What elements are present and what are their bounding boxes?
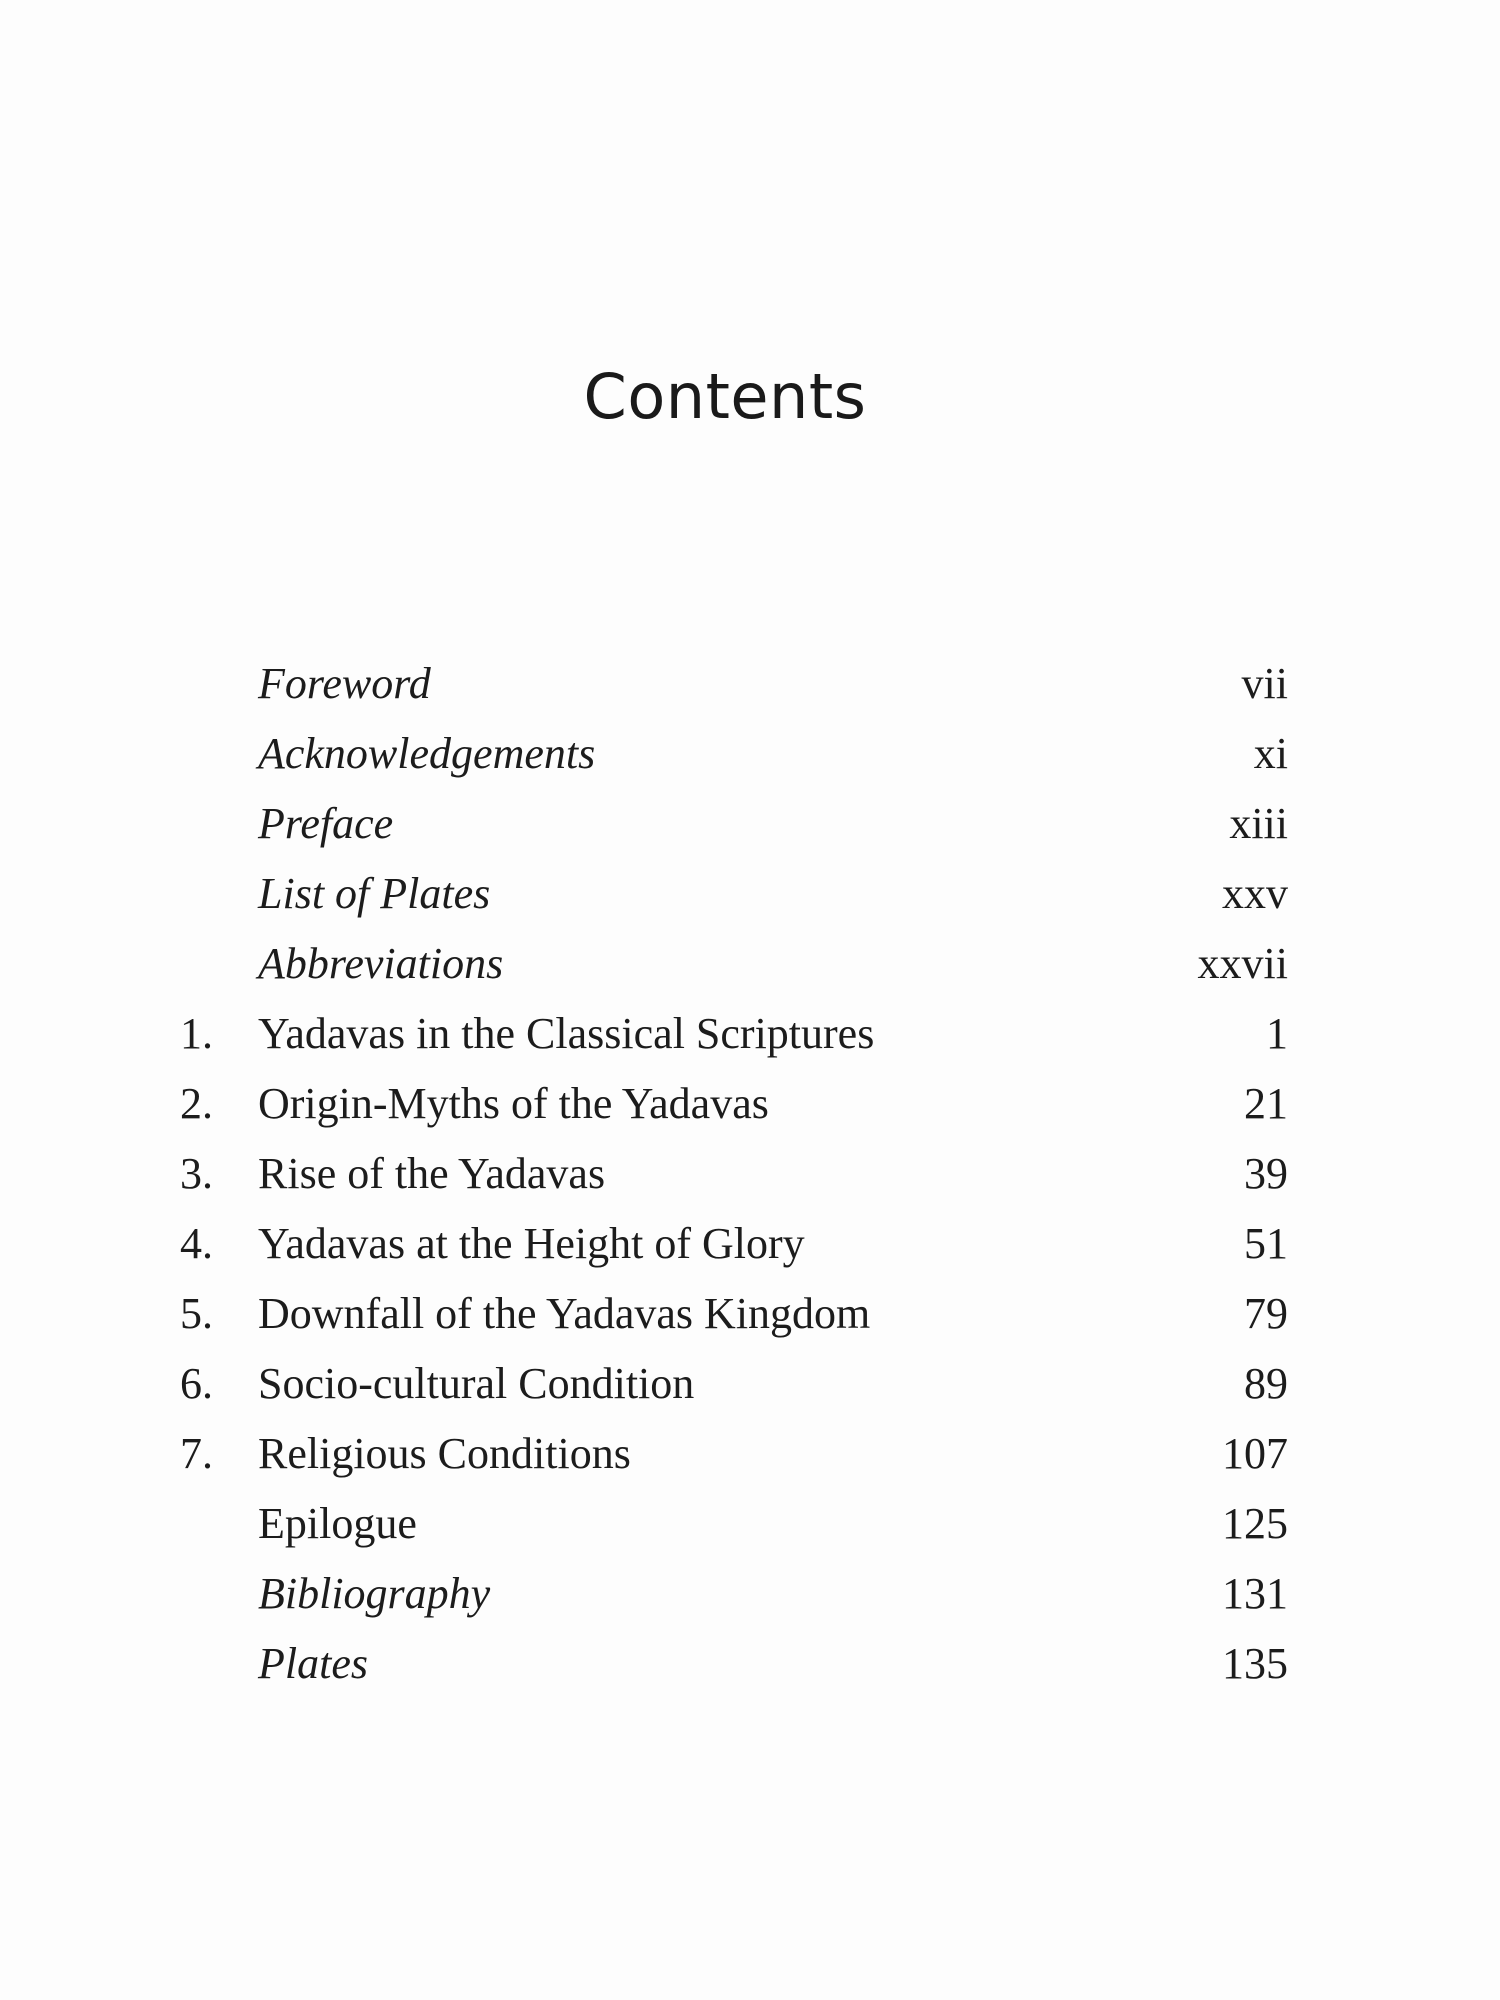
- entry-title: Yadavas in the Classical Scriptures: [258, 1009, 875, 1058]
- page-number: 1: [1266, 1009, 1288, 1058]
- entry-title: Abbreviations: [258, 939, 504, 988]
- entry-title: Religious Conditions: [258, 1429, 631, 1478]
- toc-entry: [0, 930, 1500, 1000]
- page-title: Contents: [583, 360, 867, 433]
- chapter-number: 4.: [180, 1219, 213, 1268]
- chapter-number: 2.: [180, 1079, 213, 1128]
- page-number: vii: [1241, 659, 1288, 708]
- toc-entry: [0, 1070, 1500, 1140]
- toc-entry: [0, 1350, 1500, 1420]
- page-number: 51: [1244, 1219, 1288, 1268]
- toc-entry: [0, 1420, 1500, 1490]
- toc-entry: [0, 720, 1500, 790]
- entry-title: Epilogue: [258, 1499, 417, 1548]
- toc-entry: [0, 1000, 1500, 1070]
- table-of-contents: [0, 650, 1500, 1700]
- entry-title: Bibliography: [258, 1569, 491, 1618]
- toc-entry: [0, 1210, 1500, 1280]
- entry-title: Origin-Myths of the Yadavas: [258, 1079, 769, 1128]
- toc-entry: [0, 1140, 1500, 1210]
- toc-entry: [0, 860, 1500, 930]
- entry-title: Acknowledgements: [258, 729, 596, 778]
- toc-entry: [0, 1490, 1500, 1560]
- toc-entry: [0, 1630, 1500, 1700]
- page-number: 21: [1244, 1079, 1288, 1128]
- toc-entry: [0, 1280, 1500, 1350]
- page-number: 131: [1222, 1569, 1288, 1618]
- page-number: xi: [1253, 729, 1288, 778]
- entry-title: Socio-cultural Condition: [258, 1359, 695, 1408]
- entry-title: List of Plates: [258, 869, 491, 918]
- page-number: 135: [1222, 1639, 1288, 1688]
- entry-title: Rise of the Yadavas: [258, 1149, 606, 1198]
- page-number: 39: [1244, 1149, 1288, 1198]
- toc-entry: [0, 650, 1500, 720]
- page-number: 125: [1222, 1499, 1288, 1548]
- entry-title: Foreword: [258, 659, 431, 708]
- chapter-number: 1.: [180, 1009, 213, 1058]
- entry-title: Yadavas at the Height of Glory: [258, 1219, 805, 1268]
- page-number: 107: [1222, 1429, 1288, 1478]
- entry-title: Preface: [258, 799, 394, 848]
- chapter-number: 5.: [180, 1289, 213, 1338]
- page-number: xxv: [1222, 869, 1288, 918]
- page-number: xxvii: [1197, 939, 1288, 988]
- page-number: 79: [1244, 1289, 1288, 1338]
- chapter-number: 3.: [180, 1149, 213, 1198]
- toc-entry: [0, 1560, 1500, 1630]
- page-number: 89: [1244, 1359, 1288, 1408]
- page-number: xiii: [1229, 799, 1288, 848]
- chapter-number: 6.: [180, 1359, 213, 1408]
- chapter-number: 7.: [180, 1429, 213, 1478]
- entry-title: Downfall of the Yadavas Kingdom: [258, 1289, 871, 1338]
- toc-entry: [0, 790, 1500, 860]
- entry-title: Plates: [258, 1639, 368, 1688]
